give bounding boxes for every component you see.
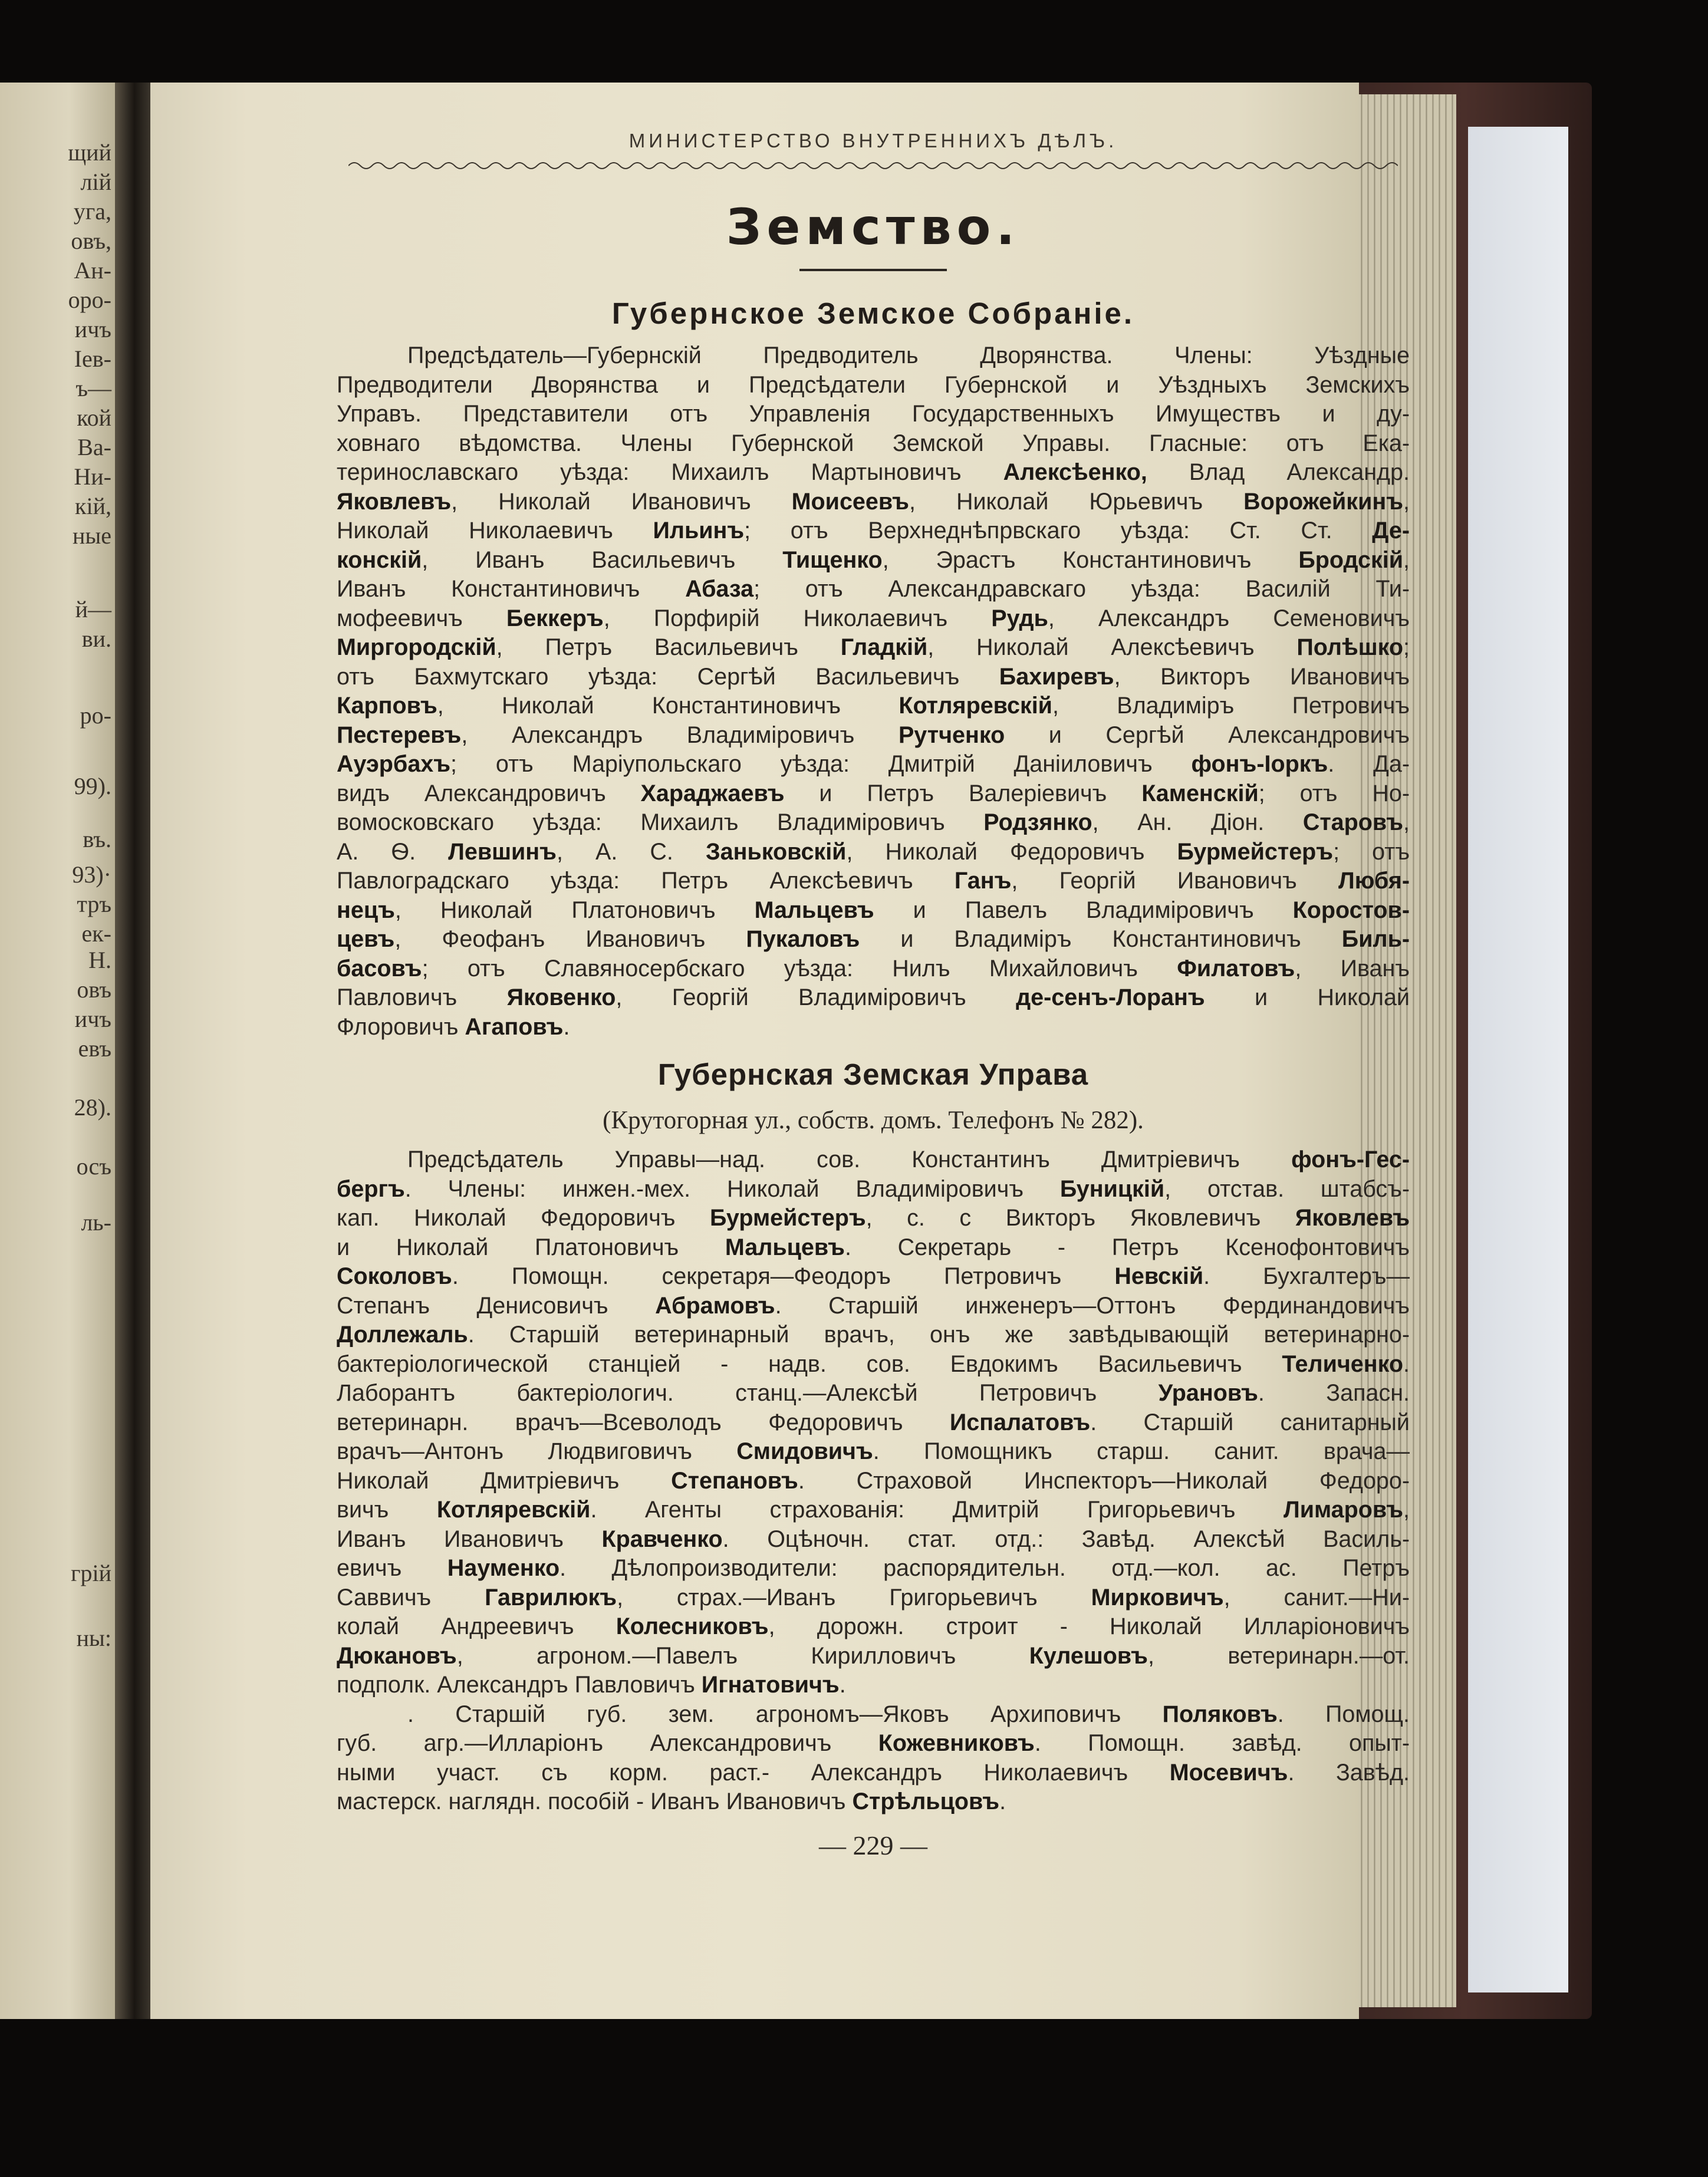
left-page-fragment: 99). [74,773,111,799]
text-line [337,1437,1410,1467]
text-run: Павловичъ [337,984,507,1010]
text-run: , Порфирій Николаевичъ [603,605,992,631]
text-run: и Петръ Валеріевичъ [784,780,1142,806]
bold-name: фонъ-Гес- [1291,1147,1410,1173]
text-run: . [999,1789,1006,1814]
text-run: . [1403,1351,1410,1377]
text-line [337,1292,1410,1321]
text-run: ; отъ Славяносербскаго уѣзда: Нилъ Михайловичъ [422,955,1177,982]
text-line [337,1204,1410,1233]
assembly-paragraph [337,341,1410,1042]
text-run: Управъ. Представители отъ Управленія Государственныхъ Имуществъ и ду- [337,401,1410,427]
bold-name: Беккеръ [506,605,604,631]
text-run: ; отъ Но- [1258,780,1410,806]
left-page-fragment: 28). [74,1094,111,1121]
bold-name: Моисеевъ [791,488,909,515]
bold-name: Полѣшко [1296,634,1404,660]
text-run: Саввичъ [337,1584,485,1610]
text-run: , [1403,546,1410,573]
text-run: мофеевичъ [337,605,506,631]
left-page-fragment: грій [71,1560,111,1586]
bold-name: нецъ [337,897,395,923]
book-gutter [115,83,150,2019]
bold-name: Ганъ [954,868,1012,894]
text-line [337,341,1410,371]
text-run: и Николай Платоновичъ [337,1234,725,1260]
text-line [337,750,1410,779]
text-line [337,516,1410,546]
text-line [337,838,1410,867]
left-page-fragment: евъ [78,1035,111,1062]
text-run: колай Андреевичъ [337,1613,616,1639]
text-run: . Помощникъ старш. санит. врача— [873,1438,1410,1464]
bold-name: Невскій [1114,1263,1204,1289]
text-run: , Николай Юрьевичъ [909,488,1244,515]
section-heading-board: Губернская Земская Управа [657,1058,1089,1091]
text-run: и Николай [1205,984,1410,1010]
text-run: , [1403,488,1410,515]
bold-name: Де- [1372,518,1410,544]
text-line [337,925,1410,954]
bold-name: Кожевниковъ [878,1730,1035,1756]
text-run: , Феофанъ Ивановичъ [394,926,746,952]
text-run: Степанъ Денисовичъ [337,1292,656,1319]
bold-name: Науменко [447,1555,560,1581]
bold-name: Яковенко [506,984,616,1010]
text-line [337,1496,1410,1525]
text-run: бактеріологической станціей - надв. сов. Евдокимъ Васильевичъ [337,1351,1282,1377]
bold-name: Урановъ [1158,1380,1258,1406]
text-line [337,1554,1410,1583]
text-line [337,546,1410,575]
text-run: , Иванъ Васильевичъ [422,546,783,573]
text-run: Лаборантъ бактеріологич. станц.—Алексѣй Петровичъ [337,1380,1159,1406]
insert-sheet [1468,127,1568,1992]
left-page-fragment: щий [68,139,111,166]
bold-name: Стрѣльцовъ [852,1789,1000,1814]
text-line [337,400,1410,429]
bold-name: Абаза [685,576,754,602]
text-run: Предсѣдатель—Губернскій Предводитель Дворянства. Члены: Уѣздные [407,342,1410,368]
text-run: . Старшій губ. зем. агрономъ—Яковъ Архиповичъ [407,1701,1163,1727]
left-page-fragment: кій, [75,493,111,519]
bold-name: Ильинъ [653,518,745,544]
text-run: мастерск. наглядн. пособій - Иванъ Ивановичъ [337,1789,853,1814]
text-run: . Страховой Инспекторъ—Николай Федоро- [798,1467,1410,1494]
left-page-fragment: Ва- [77,434,111,460]
bold-name: Коростов- [1292,897,1410,923]
bold-name: басовъ [337,955,422,982]
text-run: , Петръ Васильевичъ [496,634,841,660]
bold-name: бергъ [337,1175,405,1202]
text-run: . Старшій инженеръ—Оттонъ Фердинандовичъ [775,1292,1410,1319]
text-line [337,1700,1410,1730]
bold-name: Котляревскій [899,693,1052,719]
text-run: , агроном.—Павелъ Кирилловичъ [456,1642,1029,1669]
text-run: А. Ѳ. [337,838,449,865]
left-page-fragment: ль- [81,1209,111,1236]
text-run: Иванъ Константиновичъ [337,576,686,602]
text-run: , Николай Платоновичъ [394,897,755,923]
left-page-fragment: Ни- [74,463,111,490]
text-run: теринославскаго уѣзда: Михаилъ Мартыновичъ [337,459,1003,485]
left-page-fragment: овъ, [71,228,111,254]
left-page-fragment: ек- [81,920,111,947]
left-page-fragment: овъ [77,976,111,1003]
bold-name: Бурмейстеръ [1177,838,1334,865]
text-line [337,1671,1410,1700]
bold-name: Бурмейстеръ [710,1205,866,1231]
text-run: . Помощ. [1277,1701,1410,1727]
left-page-fragment: ны: [76,1625,111,1651]
text-run: . Завѣд. [1288,1759,1410,1786]
bold-name: Гаврилюкъ [485,1584,617,1610]
text-run: Николай Николаевичъ [337,518,653,544]
text-run: Флоровичъ [337,1013,465,1040]
left-page-fragment: ные [72,522,111,549]
text-line [337,1612,1410,1642]
text-run: видъ Александровичъ [337,780,641,806]
bold-name: Карповъ [337,693,437,719]
bold-name: Левшинъ [448,838,557,865]
bold-name: Бродскій [1298,546,1404,573]
bold-name: Рутченко [898,722,1005,748]
text-run: ; отъ [1333,838,1410,865]
running-head: МИНИСТЕРСТВО ВНУТРЕННИХЪ ДѢЛЪ. [628,130,1118,151]
ornamental-rule [348,158,1398,173]
bold-name: Смидовичъ [736,1438,873,1464]
text-line [337,1408,1410,1438]
bold-name: Яковлевъ [337,488,452,515]
text-line [337,1233,1410,1263]
section-heading-assembly: Губернское Земское Собраніе. [611,297,1135,330]
text-line [337,488,1410,517]
text-run: Предсѣдатель Управы—над. сов. Константинъ Дмитріевичъ [407,1147,1292,1173]
page-content [337,130,1410,1861]
text-line [337,1145,1410,1175]
text-line [337,1467,1410,1496]
text-line [337,721,1410,750]
page-number: — 229 — [819,1830,927,1860]
bold-name: Хараджаевъ [640,780,785,806]
text-run: , ветеринарн.—от. [1147,1642,1410,1669]
text-run: ветеринарн. врачъ—Всеволодъ Федоровичъ [337,1409,950,1435]
text-line [337,983,1410,1013]
text-run: . Запасн. [1258,1380,1410,1406]
text-run: , [1403,1497,1410,1523]
text-line [337,867,1410,896]
left-page-fragment: ъ— [75,375,111,401]
text-run: , дорожн. строит - Николай Илларіоновичъ [768,1613,1410,1639]
text-run: отъ Бахмутскаго уѣзда: Сергѣй Васильевичъ [337,663,999,690]
text-run: . Помощн. завѣд. опыт- [1034,1730,1410,1756]
bold-name: Филатовъ [1177,955,1295,982]
text-line [337,1787,1410,1817]
text-run: , Георгій Ивановичъ [1011,868,1338,894]
left-page-fragment: ичъ [74,316,111,342]
left-page-fragment: лій [80,169,111,195]
text-run: Влад Александр. [1147,459,1410,485]
left-page-fragment: Іев- [74,345,111,372]
text-run: . Старшій санитарный [1090,1409,1410,1435]
text-run: . Секретарь - Петръ Ксенофонтовичъ [844,1234,1410,1260]
text-line [337,691,1410,721]
left-page-fragment: ичъ [74,1006,111,1032]
bold-name: конскій [337,546,422,573]
bold-name: Гладкій [840,634,928,660]
text-line [337,1350,1410,1379]
bold-name: Пестеревъ [337,722,462,748]
text-line [337,896,1410,926]
text-line [337,371,1410,400]
text-run: , А. С. [556,838,706,865]
text-run: Николай Дмитріевичъ [337,1467,672,1494]
bold-name: фонъ-Іоркъ [1191,751,1328,777]
bold-name: цевъ [337,926,395,952]
text-run: ; [1403,634,1410,660]
text-run: , санит.—Ни- [1223,1584,1410,1610]
text-run: . Члены: инжен.-мех. Николай Владиміровичъ [404,1175,1060,1202]
bold-name: Бахиревъ [999,663,1114,690]
text-line [337,808,1410,838]
text-run: , Викторъ Ивановичъ [1114,663,1410,690]
text-run: , Александръ Владиміровичъ [461,722,899,748]
bold-name: Степановъ [671,1467,798,1494]
bold-name: Кравченко [601,1526,723,1552]
text-run: Иванъ Ивановичъ [337,1526,602,1552]
text-run: Предводители Дворянства и Предсѣдатели Губернской и Уѣздныхъ Земскихъ [337,371,1410,398]
text-run: , Александръ Семеновичъ [1048,605,1410,631]
left-page-fragment: въ. [83,826,111,852]
text-run: и Владиміръ Константиновичъ [860,926,1342,952]
text-run: . Помощн. секретаря—Феодоръ Петровичъ [452,1263,1115,1289]
text-line [337,458,1410,488]
text-run: . Агенты страхованія: Дмитрій Григорьевичъ [590,1497,1284,1523]
text-run: , Николай Алексѣевичъ [927,634,1297,660]
bold-name: Яковлевъ [1295,1205,1410,1231]
bold-name: Кулешовъ [1029,1642,1148,1669]
text-line [337,429,1410,459]
text-line [337,663,1410,692]
text-line [337,954,1410,984]
text-run: кап. Николай Федоровичъ [337,1205,710,1231]
text-line [337,1175,1410,1204]
bold-name: Тищенко [782,546,883,573]
text-line [337,633,1410,663]
text-run: , Николай Федоровичъ [846,838,1177,865]
text-line [337,1320,1410,1350]
title-underline [799,269,947,271]
left-page-fragment: Ан- [74,257,111,284]
left-page-fragment: оро- [68,286,111,313]
text-line [337,1758,1410,1788]
bold-name: Ауэрбахъ [337,751,451,777]
text-run: . Дѣлопроизводители: распорядительн. отд.—кол. ас. Петръ [560,1555,1410,1581]
text-run: . Да- [1328,751,1410,777]
left-page-fragment: 93)· [72,861,111,888]
text-line [337,1583,1410,1613]
text-run: Павлоградскаго уѣзда: Петръ Алексѣевичъ [337,868,955,894]
text-run: и Павелъ Владиміровичъ [874,897,1293,923]
text-line [337,1013,1410,1042]
bold-name: Старовъ [1302,809,1404,835]
bold-name: Мирковичъ [1091,1584,1224,1610]
text-run: , с. с Викторъ Яковлевичъ [865,1205,1295,1231]
bold-name: Доллежаль [337,1322,468,1348]
text-run: подполк. Александръ Павловичъ [337,1672,702,1698]
text-run: , страх.—Иванъ Григорьевичъ [617,1584,1091,1610]
left-page [0,83,115,2019]
text-run: , отстав. штабсъ- [1164,1175,1410,1202]
text-run: . Старшій ветеринарный врачъ, онъ же завѣдывающій ветеринарно- [468,1322,1410,1348]
bold-name: Испалатовъ [949,1409,1091,1435]
left-page-fragment: осъ [76,1153,111,1180]
text-run: губ. агр.—Илларіонъ Александровичъ [337,1730,878,1756]
text-run: , [1403,809,1410,835]
page-title: Земство. [726,198,1021,256]
text-run: , Владиміръ Петровичъ [1052,693,1410,719]
left-page-fragment: тръ [77,891,111,917]
text-line [337,1729,1410,1758]
text-run: и Сергѣй Александровичъ [1005,722,1410,748]
board-address: (Крутогорная ул., собств. домъ. Телефонъ № 282). [603,1106,1144,1134]
left-page-fragment: уга, [73,198,111,225]
text-run: , Георгій Владиміровичъ [616,984,1016,1010]
bold-name: Биль- [1341,926,1410,952]
bold-name: Заньковскій [705,838,847,865]
bold-name: Теличенко [1282,1351,1404,1377]
text-line [337,575,1410,604]
left-page-fragment: ви. [81,625,111,652]
text-run: . Оцѣночн. стат. отд.: Завѣд. Алексѣй Василь- [722,1526,1410,1552]
text-run: вомосковскаго уѣзда: Михаилъ Владиміровичъ [337,809,984,835]
bold-name: Родзянко [983,809,1092,835]
text-run: ; отъ Александравскаго уѣзда: Василій Ти- [753,576,1410,602]
text-run: ; отъ Маріупольскаго уѣзда: Дмитрій Даніиловичъ [450,751,1192,777]
bold-name: Колесниковъ [616,1613,769,1639]
text-run: . [563,1013,570,1040]
bold-name: Мосевичъ [1169,1759,1288,1786]
bold-name: Рудь [991,605,1048,631]
bold-name: де-сенъ-Лоранъ [1016,984,1205,1010]
text-line [337,1642,1410,1671]
left-page-fragment: ро- [80,702,111,729]
text-run: , Николай Ивановичъ [451,488,792,515]
bold-name: Агаповъ [465,1013,564,1040]
bold-name: Буницкій [1059,1175,1165,1202]
left-page-fragment: й— [75,596,111,623]
text-run: , Ан. Діон. [1092,809,1303,835]
bold-name: Миргородскій [337,634,496,660]
text-run: врачъ—Антонъ Людвиговичъ [337,1438,737,1464]
text-line [337,604,1410,634]
text-run: , Николай Константиновичъ [437,693,899,719]
left-page-fragment: кой [77,404,111,431]
bold-name: Игнатовичъ [701,1672,840,1698]
text-run: ; отъ Верхнеднѣпрвскаго уѣзда: Ст. Ст. [744,518,1373,544]
bold-name: Лимаровъ [1283,1497,1404,1523]
text-run: вичъ [337,1497,437,1523]
text-line [337,1525,1410,1554]
board-paragraph [337,1145,1410,1817]
bold-name: Абрамовъ [655,1292,775,1319]
text-run: , Иванъ [1295,955,1410,982]
bold-name: Мальцевъ [725,1234,845,1260]
bold-name: Каменскій [1141,780,1259,806]
text-run: ными участ. съ корм. раст.- Александръ Николаевичъ [337,1759,1170,1786]
bold-name: Пукаловъ [746,926,860,952]
bold-name: Дюкановъ [337,1642,457,1669]
text-run: . Бухгалтеръ— [1203,1263,1410,1289]
text-line [337,779,1410,809]
bold-name: Алексѣенко, [1003,459,1147,485]
text-run: евичъ [337,1555,447,1581]
bold-name: Любя- [1338,868,1410,894]
bold-name: Соколовъ [337,1263,452,1289]
right-page [150,83,1410,2019]
bold-name: Ворожейкинъ [1243,488,1404,515]
text-line [337,1262,1410,1292]
bold-name: Поляковъ [1162,1701,1278,1727]
text-run: , Эрастъ Константиновичъ [882,546,1299,573]
bold-name: Котляревскій [436,1497,591,1523]
text-run: . [839,1672,846,1698]
text-run: ховнаго вѣдомства. Члены Губернской Земской Управы. Гласные: отъ Ека- [337,430,1410,456]
bold-name: Мальцевъ [754,897,874,923]
text-line [337,1379,1410,1408]
left-page-fragment: Н. [88,947,111,973]
